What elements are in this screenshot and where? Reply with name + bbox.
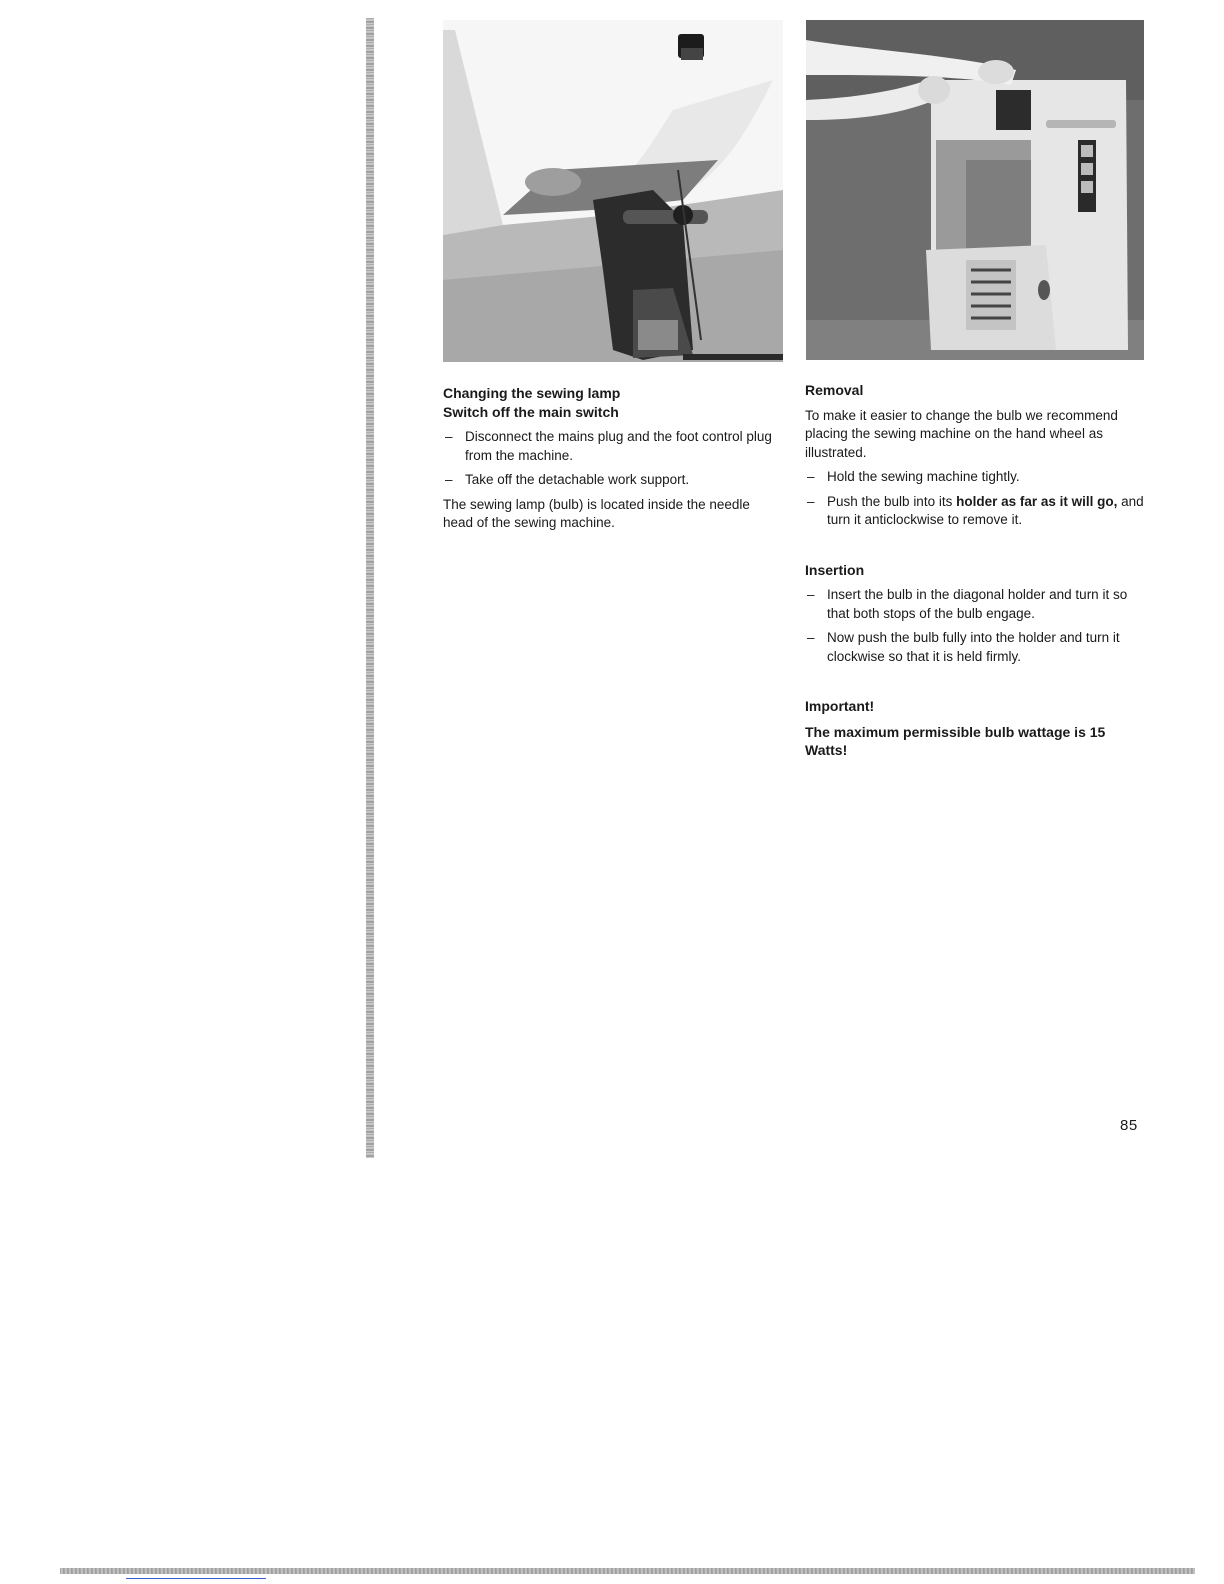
section-heading: Changing the sewing lamp [443, 385, 621, 401]
insertion-heading: Insertion [805, 561, 865, 578]
list-item-text: Hold the sewing machine tightly. [827, 469, 1020, 484]
dash-marker: – [807, 469, 815, 484]
list-item [805, 468, 1145, 487]
list-item [805, 586, 1145, 623]
page-number: 85 [1120, 1117, 1138, 1134]
list-item [805, 629, 1145, 666]
important-note: The maximum permissible bulb wattage is 15 Watts! [805, 723, 1106, 758]
bottom-underline [126, 1578, 266, 1579]
lamp-location-paragraph: The sewing lamp (bulb) is located inside the needle head of the sewing machine. [443, 496, 750, 530]
list-item [443, 471, 773, 490]
list-item-text [827, 494, 1144, 528]
dash-marker: – [807, 587, 815, 602]
removal-step-emphasis: holder as far as it will go, [956, 493, 1118, 509]
removal-step-text: Push the bulb into its [827, 493, 957, 509]
list-item-text: Insert the bulb in the diagonal holder and turn it so that both stops of the bulb engage. [827, 587, 1128, 621]
removal-step-text-end: and turn it anticlockwise to remove it. [827, 493, 1144, 527]
machine-on-handwheel-photo [806, 20, 1144, 360]
dash-marker: – [445, 472, 453, 487]
list-item [443, 428, 773, 465]
dash-marker: – [807, 630, 815, 645]
page-binding-edge [366, 18, 374, 1158]
page-bottom-edge [60, 1568, 1195, 1574]
dash-marker: – [807, 493, 815, 509]
removal-heading: Removal [805, 382, 864, 398]
important-heading: Important! [805, 698, 875, 714]
list-item [805, 493, 1145, 530]
list-item-text: Take off the detachable work support. [465, 472, 690, 487]
section-subheading: Switch off the main switch [443, 403, 619, 420]
list-item-text: Disconnect the mains plug and the foot control plug from the machine. [465, 429, 772, 463]
dash-marker: – [445, 429, 453, 444]
needle-head-photo [443, 20, 783, 362]
list-item-text: Now push the bulb fully into the holder and turn it clockwise so that it is held firmly. [827, 630, 1120, 664]
removal-intro: To make it easier to change the bulb we recommend placing the sewing machine on the hand wheel as illustrated. [805, 407, 1118, 460]
left-text-column [443, 384, 773, 533]
right-text-column [805, 381, 1145, 760]
